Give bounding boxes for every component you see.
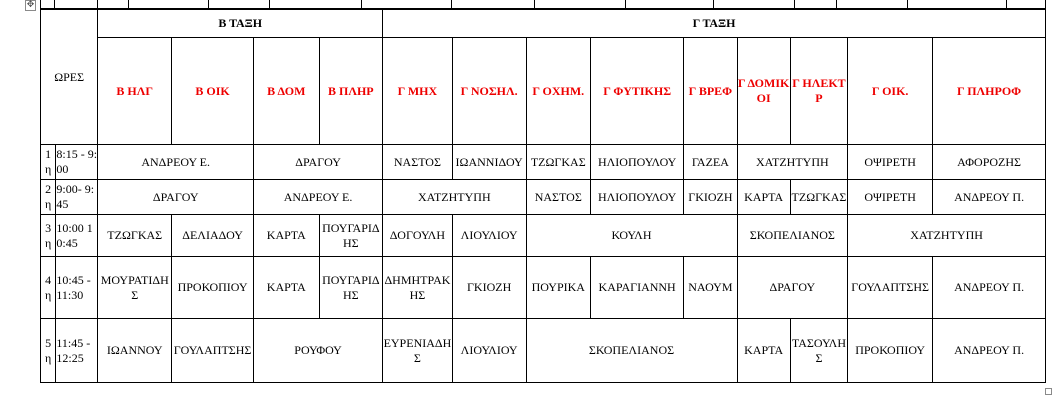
- teacher-cell: ΛΙΟΥΛΙΟΥ: [452, 215, 526, 257]
- teacher-cell: ΚΑΡΤΑ: [254, 215, 320, 257]
- subject-header: Γ ΟΙΚ.: [848, 38, 933, 145]
- teacher-cell: ΓΚΙΟΖΗ: [452, 257, 526, 319]
- subject-header: Γ ΟΧΗΜ.: [526, 38, 591, 145]
- table-move-handle[interactable]: ✥: [26, 0, 35, 10]
- subject-header: Γ ΠΛΗΡΟΦ: [933, 38, 1046, 145]
- teacher-cell: ΜΟΥΡΑΤΙΔΗΣ: [98, 257, 172, 319]
- teacher-cell: ΑΦΟΡΟΖΗΣ: [933, 145, 1046, 180]
- teacher-cell: ΟΨΙΡΕΤΗ: [848, 145, 933, 180]
- teacher-cell: ΟΨΙΡΕΤΗ: [848, 180, 933, 215]
- teacher-cell: ΧΑΤΖΗΤΥΠΗ: [848, 215, 1046, 257]
- teacher-cell: ΔΡΑΓΟΥ: [98, 180, 254, 215]
- teacher-cell: ΠΡΟΚΟΠΙΟΥ: [848, 319, 933, 383]
- teacher-cell: ΑΝΔΡΕΟΥ Π.: [933, 257, 1046, 319]
- teacher-cell: ΗΛΙΟΠΟΥΛΟΥ: [591, 145, 684, 180]
- teacher-cell: ΑΝΔΡΕΟΥ Π.: [933, 180, 1046, 215]
- teacher-cell: ΣΚΟΠΕΛΙΑΝΟΣ: [737, 215, 848, 257]
- hours-header: ΩΡΕΣ: [41, 10, 98, 145]
- period-number: 5 η: [41, 319, 56, 383]
- teacher-cell: ΚΑΡΤΑ: [254, 257, 320, 319]
- teacher-cell: ΔΡΑΓΟΥ: [737, 257, 848, 319]
- teacher-cell: ΑΝΔΡΕΟΥ Ε.: [254, 180, 383, 215]
- period-time: 9:00- 9:45: [56, 180, 98, 215]
- teacher-cell: ΓΟΥΛΑΠΤΣΗΣ: [172, 319, 254, 383]
- table-row: [41, 257, 1046, 319]
- class-b-header: Β ΤΑΞΗ: [98, 10, 383, 38]
- teacher-cell: ΓΑΖΕΑ: [684, 145, 737, 180]
- teacher-cell: ΙΩΑΝΝΙΔΟΥ: [452, 145, 526, 180]
- teacher-cell: ΤΖΩΓΚΑΣ: [526, 145, 591, 180]
- teacher-cell: ΔΕΛΙΑΔΟΥ: [172, 215, 254, 257]
- teacher-cell: ΓΟΥΛΑΠΤΣΗΣ: [848, 257, 933, 319]
- teacher-cell: ΔΗΜΗΤΡΑΚΗΣ: [383, 257, 453, 319]
- table-row: [41, 145, 1046, 180]
- timetable: [40, 9, 1046, 383]
- teacher-cell: ΡΟΥΦΟΥ: [254, 319, 383, 383]
- teacher-cell: ΤΖΩΓΚΑΣ: [790, 180, 847, 215]
- subject-header: Β ΠΛΗΡ: [319, 38, 383, 145]
- subject-header: Γ ΦΥΤΙΚΗΣ: [591, 38, 684, 145]
- teacher-cell: ΓΚΙΟΖΗ: [684, 180, 737, 215]
- teacher-cell: ΤΑΣΟΥΛΗΣ: [790, 319, 847, 383]
- teacher-cell: ΧΑΤΖΗΤΥΠΗ: [737, 145, 848, 180]
- teacher-cell: ΝΑΣΤΟΣ: [526, 180, 591, 215]
- period-time: 10:45 - 11:30: [56, 257, 98, 319]
- period-time: 10:00 10:45: [56, 215, 98, 257]
- table-row: [41, 215, 1046, 257]
- teacher-cell: ΚΟΥΛΗ: [526, 215, 737, 257]
- teacher-cell: ΚΑΡΤΑ: [737, 319, 790, 383]
- teacher-cell: ΗΛΙΟΠΟΥΛΟΥ: [591, 180, 684, 215]
- teacher-cell: ΧΑΤΖΗΤΥΠΗ: [383, 180, 526, 215]
- period-number: 2 η: [41, 180, 56, 215]
- subject-header: Β ΟΙΚ: [172, 38, 254, 145]
- table-row: [41, 180, 1046, 215]
- subject-header: Γ ΔΟΜΙΚΟΙ: [737, 38, 790, 145]
- teacher-cell: ΛΙΟΥΛΙΟΥ: [452, 319, 526, 383]
- subject-header: Γ ΒΡΕΦ: [684, 38, 737, 145]
- teacher-cell: ΕΥΡΕΝΙΑΔΗΣ: [383, 319, 453, 383]
- teacher-cell: ΠΟΥΡΙΚΑ: [526, 257, 591, 319]
- teacher-cell: ΑΝΔΡΕΟΥ Π.: [933, 319, 1046, 383]
- teacher-cell: ΔΟΓΟΥΛΗ: [383, 215, 453, 257]
- period-number: 1 η: [41, 145, 56, 180]
- table-resize-handle[interactable]: [1045, 388, 1052, 395]
- period-time: 11:45 - 12:25: [56, 319, 98, 383]
- teacher-cell: ΤΖΩΓΚΑΣ: [98, 215, 172, 257]
- teacher-cell: ΙΩΑΝΝΟΥ: [98, 319, 172, 383]
- teacher-cell: ΝΑΣΤΟΣ: [383, 145, 453, 180]
- subject-header: Γ ΝΟΣΗΛ.: [452, 38, 526, 145]
- subject-header: Β ΗΛΓ: [98, 38, 172, 145]
- period-time: 8:15 - 9:00: [56, 145, 98, 180]
- class-c-header: Γ ΤΑΞΗ: [383, 10, 1046, 38]
- teacher-cell: ΑΝΔΡΕΟΥ Ε.: [98, 145, 254, 180]
- teacher-cell: ΚΑΡΤΑ: [737, 180, 790, 215]
- subject-header: Γ ΗΛΕΚΤΡ: [790, 38, 847, 145]
- table-row: [41, 319, 1046, 383]
- period-number: 4 η: [41, 257, 56, 319]
- table-top-stub-row: [40, 0, 1046, 9]
- teacher-cell: ΔΡΑΓΟΥ: [254, 145, 383, 180]
- teacher-cell: ΠΡΟΚΟΠΙΟΥ: [172, 257, 254, 319]
- teacher-cell: ΚΑΡΑΓΙΑΝΝΗ: [591, 257, 684, 319]
- period-number: 3 η: [41, 215, 56, 257]
- teacher-cell: ΠΟΥΓΑΡΙΔΗΣ: [319, 257, 383, 319]
- subject-header: Β ΔΟΜ: [254, 38, 320, 145]
- teacher-cell: ΣΚΟΠΕΛΙΑΝΟΣ: [526, 319, 737, 383]
- subject-header: Γ ΜΗΧ: [383, 38, 453, 145]
- teacher-cell: ΠΟΥΓΑΡΙΔΗΣ: [319, 215, 383, 257]
- teacher-cell: ΝΑΟΥΜ: [684, 257, 737, 319]
